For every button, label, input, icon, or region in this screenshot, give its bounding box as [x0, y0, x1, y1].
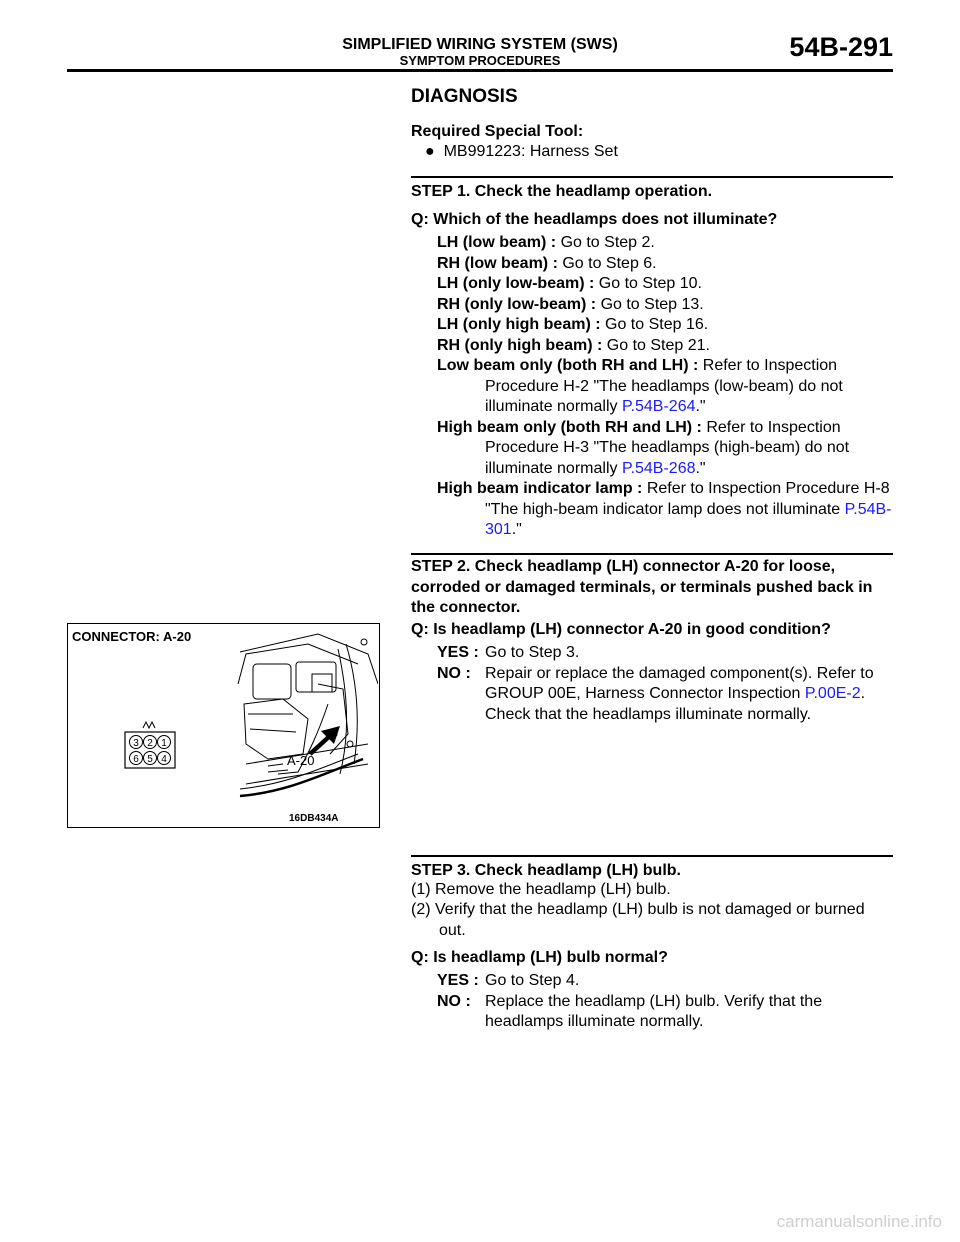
link-p00e-2[interactable]: P.00E-2	[804, 685, 861, 702]
page-number: 54B-291	[789, 32, 893, 62]
answer-line: LH (low beam) : Go to Step 2.	[437, 234, 655, 251]
special-tool-label: Required Special Tool:	[411, 123, 584, 140]
step2-title: STEP 2. Check headlamp (LH) connector A-20 for loose, corroded or damaged terminals, or terminals pushed back in the connector.	[411, 558, 873, 616]
diagnosis-heading: DIAGNOSIS	[411, 86, 518, 107]
step2-answers	[437, 643, 897, 725]
header-rule	[67, 69, 893, 72]
link-p54b-301[interactable]: P.54B-301	[485, 500, 892, 538]
answer-line: RH (only low-beam) : Go to Step 13.	[437, 295, 704, 313]
link-p54b-264[interactable]: P.54B-264	[621, 398, 696, 415]
step2-question: Q: Is headlamp (LH) connector A-20 in good condition?	[411, 621, 831, 638]
answer-no: NO : Replace the headlamp (LH) bulb. Verify that the headlamps illuminate normally.	[437, 992, 823, 1030]
figure-code: 16DB434A	[289, 813, 339, 824]
answer-high-beam: High beam only (both RH and LH) : Refer to Inspection Procedure H-3 "The headlamps (high-beam) do not illuminate normally P.54B-268."	[437, 418, 850, 477]
connector-figure	[67, 623, 380, 828]
step1-question: Q: Which of the headlamps does not illuminate?	[411, 211, 778, 228]
pin-label: 5	[147, 754, 153, 765]
step3-question: Q: Is headlamp (LH) bulb normal?	[411, 949, 668, 966]
answer-indicator: High beam indicator lamp : Refer to Inspection Procedure H-8 "The high-beam indicator lamp does not illuminate P.54B-301."	[437, 480, 892, 538]
watermark: carmanualsonline.info	[776, 1212, 942, 1231]
pin-label: 1	[161, 738, 167, 749]
answer-line: LH (only high beam) : Go to Step 16.	[437, 316, 709, 333]
answer-yes: YES : Go to Step 3.	[437, 644, 580, 661]
step1-title: STEP 1. Check the headlamp operation.	[411, 183, 713, 200]
answer-low-beam: Low beam only (both RH and LH) : Refer to Inspection Procedure H-2 "The headlamps (low-beam) do not illuminate normally P.54B-264."	[437, 357, 843, 415]
step3-title: STEP 3. Check headlamp (LH) bulb.	[411, 862, 681, 879]
step3-answers	[437, 971, 897, 1033]
step3-rule	[411, 855, 893, 857]
answer-line: LH (only low-beam) : Go to Step 10.	[437, 275, 702, 292]
step1-answers	[437, 233, 897, 541]
pin-label: 2	[147, 738, 153, 749]
engine-bay-sketch	[238, 634, 378, 796]
section-title: SIMPLIFIED WIRING SYSTEM (SWS)	[342, 36, 618, 53]
section-subtitle: SYMPTOM PROCEDURES	[399, 53, 561, 68]
engine-bay-illustration	[68, 624, 378, 826]
step3-item-1: (1) Remove the headlamp (LH) bulb.	[411, 881, 671, 898]
pin-label: 6	[133, 754, 139, 765]
step3-item-2: (2) Verify that the headlamp (LH) bulb is not damaged or burned out.	[411, 901, 865, 939]
step1-rule	[411, 176, 893, 178]
bullet-icon: ●	[425, 143, 435, 160]
answer-line: RH (low beam) : Go to Step 6.	[437, 254, 657, 272]
special-tool-item: ● MB991223: Harness Set	[425, 143, 618, 160]
link-p54b-268[interactable]: P.54B-268	[621, 459, 696, 477]
answer-yes: YES : Go to Step 4.	[437, 972, 580, 989]
answer-no: NO : Repair or replace the damaged component(s). Refer to GROUP 00E, Harness Connector Inspection P.00E-2. Check that the headlamps illuminate normally.	[437, 664, 874, 723]
pin-label: 3	[133, 738, 139, 749]
figure-title: CONNECTOR: A-20	[72, 629, 192, 644]
connector-pinout	[125, 722, 175, 768]
step2-rule	[411, 553, 893, 555]
callout-label: A-20	[287, 753, 315, 768]
answer-line: RH (only high beam) : Go to Step 21.	[437, 336, 710, 354]
pin-label: 4	[161, 754, 167, 765]
